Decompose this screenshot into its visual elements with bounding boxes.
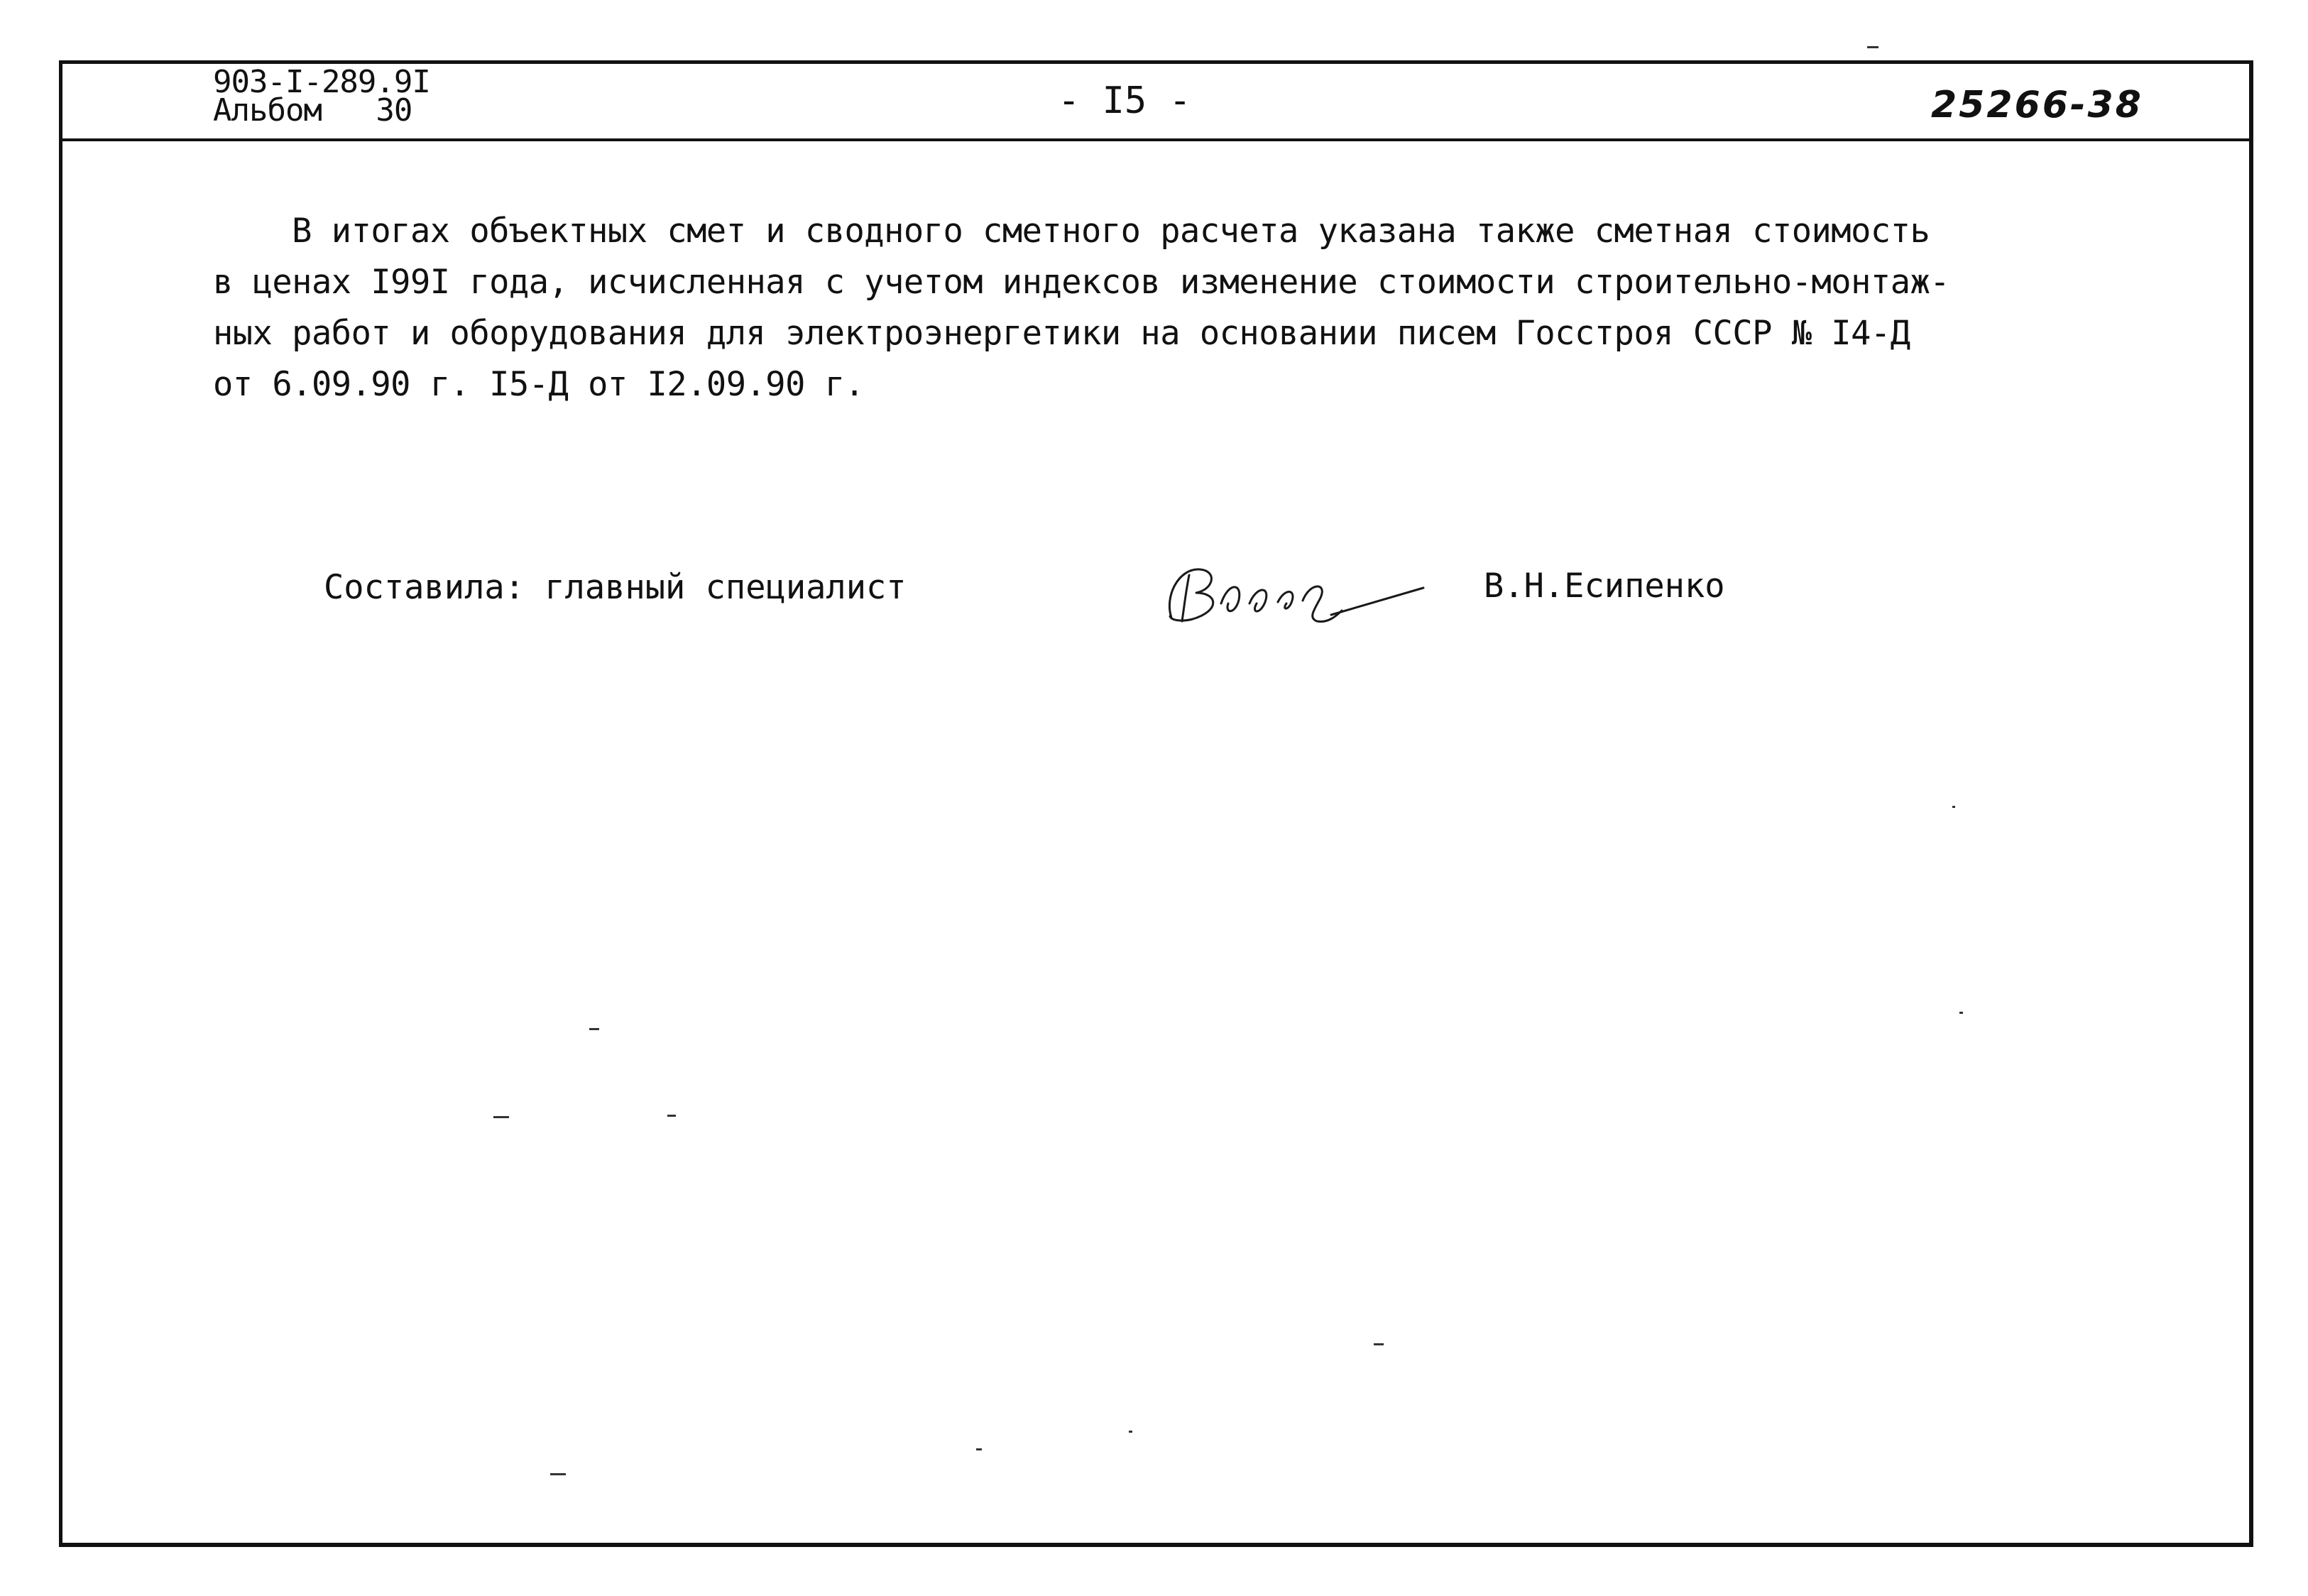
body-line: в ценах I99I года, исчисленная с учетом индексов изменение стоимости строительно-монтаж- (213, 263, 1950, 302)
stamp-album: Альбом 30 (213, 92, 412, 129)
scan-speck (493, 1116, 509, 1118)
stamp-code: 903-I-289.9I (213, 64, 430, 100)
body-line: ных работ и оборудования для электроэнергетики на основании писем Госстроя СССР № I4-Д (213, 314, 1910, 353)
document-stamp (213, 64, 430, 129)
scan-speck (1129, 1431, 1132, 1433)
signer-name: В.Н.Есипенко (1484, 567, 1725, 606)
handwritten-signature (1150, 554, 1434, 639)
scan-speck (1374, 1343, 1384, 1345)
body-paragraph (213, 206, 2116, 410)
scan-speck (976, 1448, 982, 1450)
body-line: В итогах объектных смет и сводного сметного расчета указана также сметная стоимость (213, 212, 1930, 251)
header-divider (59, 138, 2253, 141)
body-line: от 6.09.90 г. I5-Д от I2.09.90 г. (213, 365, 865, 404)
scan-speck (1952, 806, 1955, 808)
page-number: - I5 - (1058, 80, 1191, 122)
archive-number: 25266-38 (1931, 84, 2143, 126)
scan-speck (667, 1115, 676, 1117)
scan-speck (589, 1028, 599, 1030)
composer-role: Составила: главный специалист (324, 568, 907, 607)
scan-speck (1959, 1012, 1963, 1014)
scan-speck (550, 1473, 566, 1475)
scan-speck (1867, 46, 1878, 48)
